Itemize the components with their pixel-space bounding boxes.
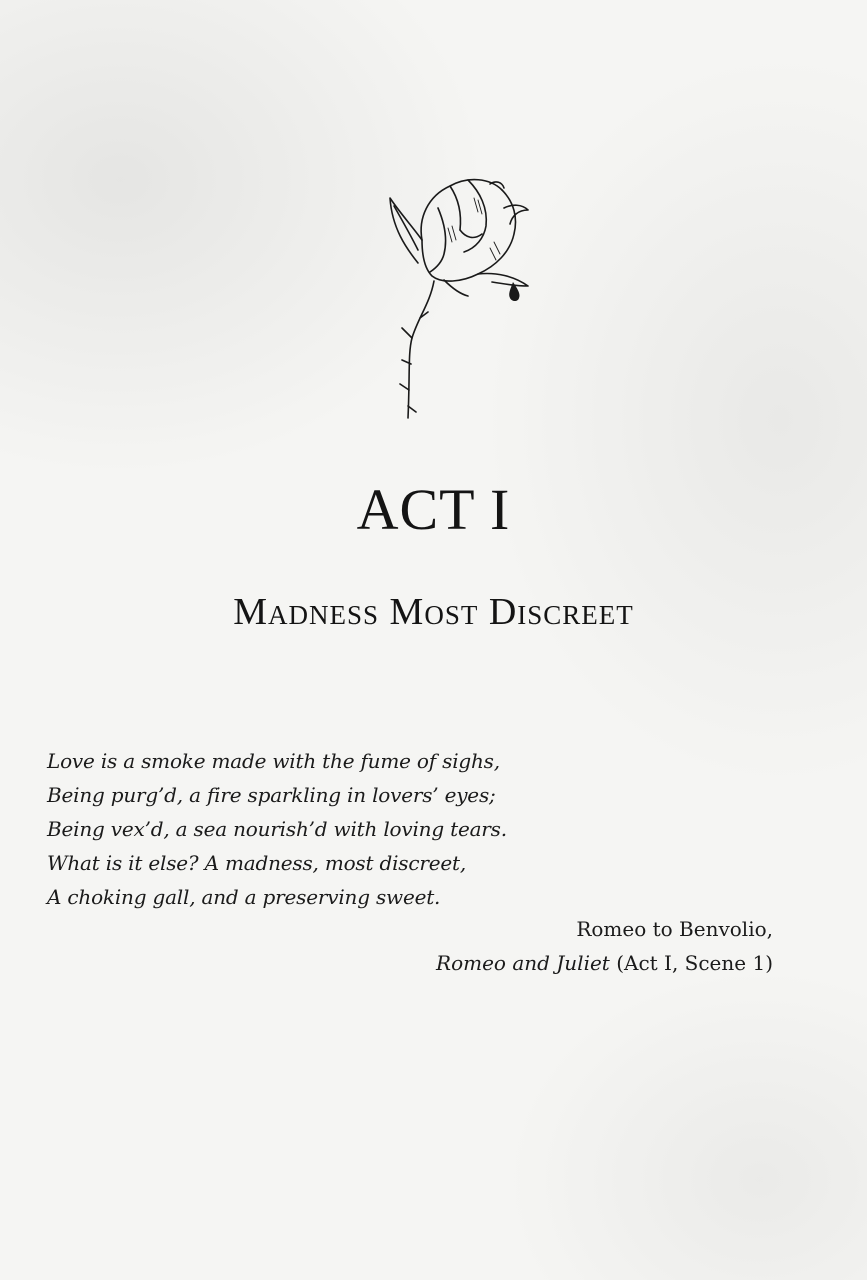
poem-line: Being purg’d, a fire sparkling in lovers’ eyes; <box>47 783 496 807</box>
act-title: ACT I <box>356 477 511 542</box>
attribution-location: (Act I, Scene 1) <box>609 951 773 975</box>
attribution-work: Romeo and Juliet <box>436 951 610 975</box>
poem-line: A choking gall, and a preserving sweet. <box>47 885 441 909</box>
act-subtitle: Madness Most Discreet <box>233 591 634 633</box>
poem-line: Love is a smoke made with the fume of sighs, <box>47 749 500 773</box>
quote-attribution <box>436 912 773 980</box>
rose-icon <box>378 168 548 428</box>
poem-line: What is it else? A madness, most discreet, <box>47 851 466 875</box>
poem-line: Being vex’d, a sea nourish’d with loving tears. <box>47 817 507 841</box>
poem-quote <box>47 744 507 914</box>
attribution-speaker: Romeo to Benvolio, <box>576 917 773 941</box>
attribution-source <box>436 946 773 980</box>
